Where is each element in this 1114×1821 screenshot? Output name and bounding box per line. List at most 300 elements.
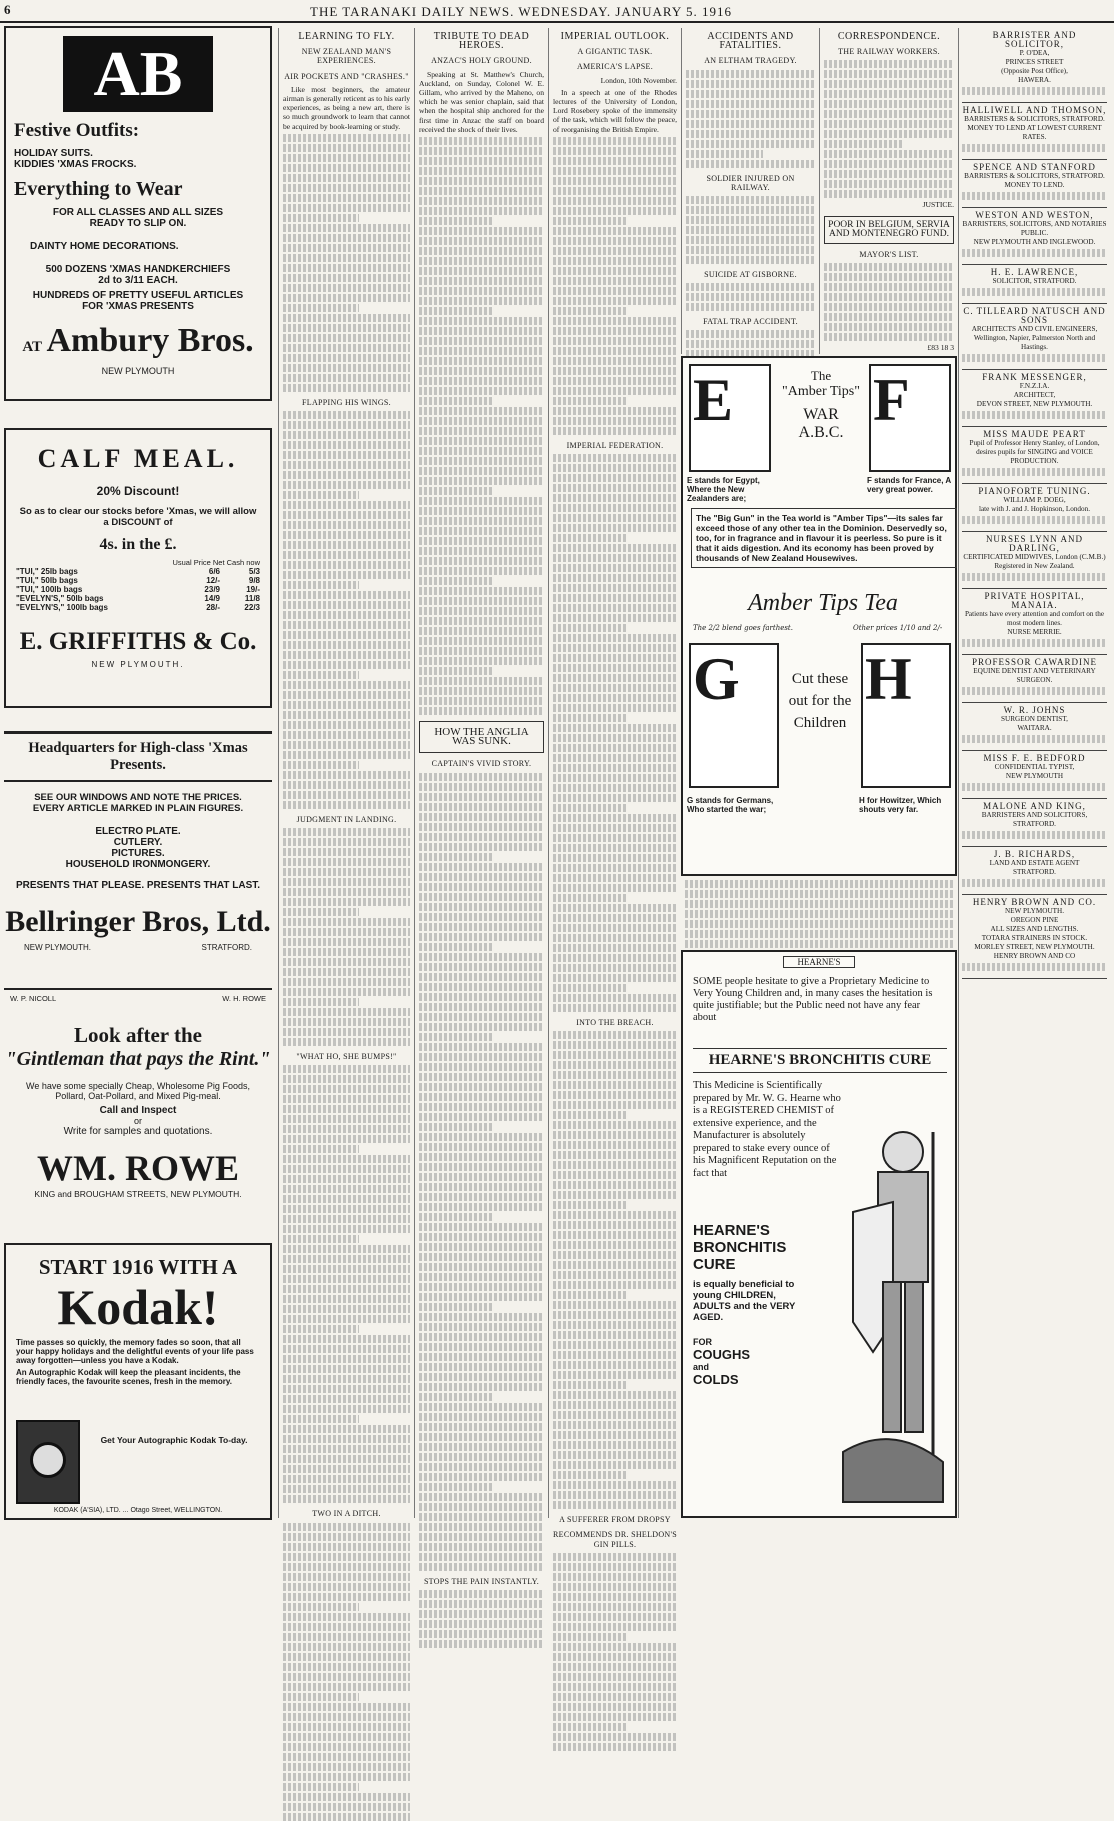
body-text-block: [419, 773, 544, 1571]
text-line: [553, 317, 677, 325]
text-line: [283, 134, 410, 142]
article-subhead: TWO IN A DITCH.: [312, 1509, 381, 1519]
ambury-at: AT: [22, 339, 43, 355]
text-line: [419, 607, 544, 615]
text-line: [553, 1683, 677, 1691]
text-line: [419, 197, 544, 205]
text-line: [283, 1225, 410, 1233]
text-line: [419, 247, 544, 255]
professional-card: [962, 427, 1107, 484]
text-line: [553, 1331, 677, 1339]
text-line: [283, 1038, 410, 1046]
text-line: [553, 834, 677, 842]
letter-f: F: [873, 367, 910, 433]
text-line: [553, 1221, 677, 1229]
text-line: [553, 367, 677, 375]
text-line: [419, 147, 544, 155]
ambury-town: NEW PLYMOUTH: [101, 366, 175, 376]
bellringer-line-6: HOUSEHOLD IRONMONGERY.: [65, 859, 211, 870]
text-line: [283, 1445, 410, 1453]
text-line: [283, 1743, 410, 1751]
text-line: [553, 247, 677, 255]
text-line: [283, 751, 410, 759]
card-line: HENRY BROWN AND CO: [993, 952, 1076, 960]
text-line: [283, 1593, 410, 1601]
text-line: [419, 1610, 544, 1618]
body-text-block: [824, 60, 954, 198]
hearne-colds: COLDS: [693, 1372, 739, 1387]
knight-illustration: [833, 1122, 953, 1512]
card-line: (Opposite Post Office),: [1001, 67, 1068, 75]
article-subhead: INTO THE BREACH.: [576, 1018, 654, 1028]
text-line: [283, 631, 410, 639]
professional-cards-column: [958, 28, 1110, 1518]
text-line: [419, 1033, 494, 1041]
text-line: [419, 517, 544, 525]
text-line: [419, 237, 544, 245]
rowe-body-3: Call and Inspect: [99, 1105, 177, 1116]
text-line: [419, 793, 544, 801]
text-line: [553, 1381, 627, 1389]
text-line: [283, 1583, 410, 1591]
text-line: [553, 974, 677, 982]
text-line: [553, 1341, 677, 1349]
text-line: [553, 1643, 677, 1651]
text-line: [419, 447, 544, 455]
text-line: [283, 878, 410, 886]
text-line: [283, 671, 359, 679]
text-line: [553, 1321, 677, 1329]
text-line: [824, 130, 954, 138]
body-text-block: [283, 1065, 410, 1503]
text-line: [686, 100, 815, 108]
amber-line-3: WAR: [803, 406, 839, 423]
text-line: [553, 594, 677, 602]
card-line: BARRISTERS & SOLICITORS, STRATFORD.: [964, 172, 1105, 180]
professional-card: [962, 703, 1107, 751]
text-line: [553, 1461, 677, 1469]
text-filler: [962, 573, 1107, 581]
text-line: [824, 140, 902, 148]
text-line: [283, 541, 410, 549]
net-price-cell: 9/8: [248, 576, 260, 585]
text-line: [283, 1435, 410, 1443]
text-line: [419, 357, 544, 365]
text-line: [419, 973, 544, 981]
text-line: [553, 1471, 627, 1479]
text-line: [553, 1171, 677, 1179]
text-line: [419, 697, 544, 705]
text-line: [283, 801, 410, 809]
text-line: [283, 591, 410, 599]
letter-h-panel: [861, 643, 951, 788]
text-line: [419, 277, 544, 285]
card-line: P. O'DEA,: [1019, 49, 1050, 57]
card-line: SURGEON DENTIST,: [1001, 715, 1068, 723]
text-line: [824, 190, 954, 198]
text-line: [283, 1235, 359, 1243]
article-subhead: STOPS THE PAIN INSTANTLY.: [423, 1576, 540, 1586]
text-line: [685, 880, 954, 888]
text-line: [824, 160, 954, 168]
rowe-name: WM. ROWE: [37, 1148, 239, 1188]
text-line: [419, 1063, 544, 1071]
text-line: [283, 1485, 410, 1493]
text-line: [419, 427, 544, 435]
professional-card: [962, 265, 1107, 304]
ambury-line-7: 2d to 3/11 EACH.: [98, 275, 178, 286]
text-line: [419, 893, 544, 901]
text-line: [283, 928, 410, 936]
card-name: H. E. LAWRENCE,: [990, 267, 1079, 277]
text-line: [419, 1483, 494, 1491]
bellringer-name: Bellringer Bros, Ltd.: [5, 905, 271, 938]
rowe-heading-1: Look after the: [74, 1023, 202, 1047]
text-line: [283, 561, 410, 569]
masthead-rule: [0, 21, 1114, 23]
text-line: [419, 1553, 544, 1561]
text-line: [824, 110, 954, 118]
text-line: [419, 187, 544, 195]
text-line: [553, 1411, 677, 1419]
text-line: [685, 900, 954, 908]
text-line: [553, 964, 677, 972]
product-cell: "TUI," 100lb bags: [16, 585, 83, 594]
text-line: [283, 481, 410, 489]
text-line: [283, 1455, 410, 1463]
festive-heading: Festive Outfits:: [14, 120, 140, 141]
text-line: [553, 1141, 677, 1149]
text-line: [553, 1431, 677, 1439]
text-line: [419, 1463, 544, 1471]
text-line: [553, 494, 677, 502]
card-line: Patients have every attention and comfort on the most modern lines.: [964, 610, 1105, 627]
text-line: [419, 1193, 544, 1201]
text-line: [419, 397, 494, 405]
text-line: [419, 1640, 544, 1648]
text-line: [824, 120, 954, 128]
text-line: [419, 1473, 544, 1481]
text-line: [553, 644, 677, 652]
text-line: [419, 963, 544, 971]
body-text-block: [553, 137, 677, 435]
text-line: [553, 574, 677, 582]
article-subhead: RECOMMENDS DR. SHELDON'S GIN PILLS.: [553, 1530, 677, 1549]
card-line: OREGON PINE: [1010, 916, 1059, 924]
text-line: [283, 194, 410, 202]
text-line: [419, 367, 544, 375]
text-line: [553, 297, 677, 305]
text-line: [686, 80, 815, 88]
text-line: [283, 898, 410, 906]
text-line: [283, 154, 410, 162]
bellringer-line-5: PICTURES.: [111, 848, 165, 859]
text-line: [283, 828, 410, 836]
text-line: [419, 1363, 544, 1371]
text-line: [283, 721, 410, 729]
article-title: LEARNING TO FLY.: [298, 31, 395, 42]
text-line: [553, 177, 677, 185]
card-name: W. R. JOHNS: [1003, 705, 1066, 715]
text-line: [283, 1603, 359, 1611]
text-line: [419, 297, 544, 305]
cut-out-text: Cut these out for the Children: [788, 671, 852, 731]
text-line: [419, 287, 544, 295]
text-line: [686, 206, 815, 214]
calf-price-row: [16, 567, 260, 576]
text-line: [553, 357, 677, 365]
amber-line-4: A.B.C.: [798, 424, 844, 441]
text-line: [283, 1115, 410, 1123]
article-subhead: A SUFFERER FROM DROPSY: [559, 1515, 671, 1525]
text-line: [283, 1285, 410, 1293]
text-line: [283, 314, 410, 322]
text-filler: [962, 879, 1107, 887]
text-line: [283, 988, 410, 996]
ab-logo: AB: [63, 36, 213, 112]
text-line: [283, 838, 410, 846]
text-line: [283, 1085, 410, 1093]
text-filler: [962, 468, 1107, 476]
text-line: [283, 791, 410, 799]
text-line: [553, 1653, 677, 1661]
professional-card: [962, 103, 1107, 160]
text-line: [283, 858, 410, 866]
text-line: [553, 347, 677, 355]
bellringer-head: Headquarters for High-class 'Xmas Presents.: [4, 740, 272, 782]
text-line: [283, 1693, 359, 1701]
body-text-block: [686, 330, 815, 358]
text-line: [553, 1733, 677, 1741]
text-line: [553, 397, 627, 405]
text-line: [553, 684, 677, 692]
text-line: [685, 940, 954, 948]
text-line: [419, 1283, 544, 1291]
text-line: [553, 1451, 677, 1459]
masthead: [0, 0, 1114, 22]
text-line: [419, 327, 544, 335]
text-line: [283, 471, 410, 479]
text-line: [419, 1083, 544, 1091]
text-line: [553, 1271, 677, 1279]
article-title: TRIBUTE TO DEAD HEROES.: [433, 31, 530, 52]
text-line: [283, 868, 410, 876]
text-line: [283, 1375, 410, 1383]
text-line: [283, 531, 410, 539]
product-cell: "EVELYN'S," 100lb bags: [16, 603, 108, 612]
text-line: [283, 384, 410, 392]
text-line: [553, 1663, 677, 1671]
net-price-cell: 19/-: [246, 585, 260, 594]
professional-card: [962, 589, 1107, 655]
text-line: [553, 1633, 627, 1641]
text-line: [419, 1353, 544, 1361]
article-paragraph: Speaking at St. Matthew's Church, Auckland, on Sunday, Colonel W. E. Gillam, who arrived by the Maheno, on which he was senior chaplain, said that when the hospital ship anchored for the first time in Anzac the staff on board received the shock of their lives.: [419, 69, 544, 134]
text-line: [419, 577, 494, 585]
text-filler: [962, 144, 1107, 152]
text-line: [419, 1533, 544, 1541]
text-line: [553, 1201, 627, 1209]
professional-card: [962, 895, 1107, 979]
text-line: [283, 1345, 410, 1353]
text-line: [419, 873, 544, 881]
body-text-block: [824, 263, 954, 341]
text-line: [686, 236, 815, 244]
text-line: [283, 1653, 410, 1661]
text-line: [283, 214, 359, 222]
card-line: LAND AND ESTATE AGENT: [989, 859, 1080, 867]
text-line: [553, 337, 677, 345]
rowe-body-2: Pollard, Oat-Pollard, and Mixed Pig-meal.: [55, 1091, 221, 1101]
ambury-name: Ambury Bros.: [46, 322, 254, 359]
text-line: [553, 1713, 677, 1721]
text-line: [824, 323, 954, 331]
text-line: [283, 1723, 410, 1731]
text-line: [553, 197, 677, 205]
text-line: [283, 1155, 410, 1163]
card-line: CERTIFICATED MIDWIVES, London (C.M.B.): [963, 553, 1106, 561]
text-line: [419, 347, 544, 355]
text-line: [419, 943, 494, 951]
text-line: [553, 237, 677, 245]
text-line: [553, 704, 677, 712]
text-line: [553, 474, 677, 482]
text-line: [283, 1713, 410, 1721]
text-line: [419, 1590, 544, 1598]
text-line: [553, 694, 677, 702]
text-line: [553, 714, 627, 722]
card-line: PRINCES STREET: [1005, 58, 1064, 66]
article-subhead: SUICIDE AT GISBORNE.: [704, 270, 797, 280]
hearne-b2: BRONCHITIS: [693, 1239, 787, 1256]
text-line: [283, 601, 410, 609]
card-name: MISS F. E. BEDFORD: [983, 753, 1086, 763]
text-line: [283, 1175, 410, 1183]
text-line: [419, 687, 544, 695]
text-line: [419, 1313, 544, 1321]
text-line: [553, 774, 677, 782]
text-line: [553, 1613, 677, 1621]
text-line: [686, 130, 815, 138]
text-line: [553, 1111, 627, 1119]
text-line: [419, 1223, 544, 1231]
rowe-heading-2: "Gintleman that pays the Rint.": [5, 1048, 271, 1070]
text-line: [553, 954, 677, 962]
calf-line-2: a DISCOUNT of: [103, 517, 173, 528]
text-line: [283, 641, 410, 649]
text-line: [283, 998, 359, 1006]
hearne-and: and: [693, 1362, 710, 1372]
text-line: [553, 934, 677, 942]
body-text-block: [553, 454, 677, 1012]
text-line: [553, 1241, 677, 1249]
rowe-ad: [4, 988, 272, 1232]
article-subhead: AMERICA'S LAPSE.: [576, 62, 654, 72]
card-line: BARRISTERS, SOLICITORS, AND NOTARIES PUBLIC.: [962, 220, 1107, 237]
text-filler: [962, 516, 1107, 524]
column-correspondence: [819, 28, 958, 354]
card-line: WAITARA.: [1017, 724, 1052, 732]
card-line: EQUINE DENTIST AND VETERINARY SURGEON.: [973, 667, 1096, 684]
text-line: [283, 571, 410, 579]
text-line: [283, 204, 410, 212]
text-line: [824, 273, 954, 281]
text-line: [553, 1251, 677, 1259]
calf-line-1: So as to clear our stocks before 'Xmas, we will allow: [19, 506, 257, 517]
professional-card: [962, 655, 1107, 703]
text-line: [283, 1355, 410, 1363]
text-line: [824, 293, 954, 301]
text-line: [419, 1163, 544, 1171]
text-line: [553, 624, 627, 632]
text-line: [553, 864, 677, 872]
text-line: [283, 254, 410, 262]
body-text-block: [283, 134, 410, 392]
rowe-body-5: Write for samples and quotations.: [63, 1126, 213, 1137]
text-line: [553, 1351, 677, 1359]
card-name: SPENCE AND STANFORD: [973, 162, 1096, 172]
usual-price-cell: 14/9: [204, 594, 220, 603]
column-learning-to-fly: [278, 28, 414, 1518]
text-line: [553, 534, 627, 542]
card-line: NEW PLYMOUTH.: [1004, 907, 1065, 915]
ambury-line-9: FOR 'XMAS PRESENTS: [82, 301, 194, 312]
card-line: TOTARA STRAINERS IN STOCK.: [981, 934, 1088, 942]
text-line: [419, 853, 494, 861]
text-line: [283, 1475, 410, 1483]
tea-blend: The 2/2 blend goes farthest.: [693, 624, 793, 632]
text-line: [553, 1583, 677, 1591]
text-line: [283, 918, 410, 926]
text-line: [283, 511, 410, 519]
text-line: [686, 160, 815, 168]
rowe-right-name: W. H. ROWE: [222, 994, 266, 1003]
text-line: [553, 674, 677, 682]
text-line: [283, 1643, 410, 1651]
text-line: [419, 1543, 544, 1551]
text-line: [283, 1095, 410, 1103]
text-line: [553, 1231, 677, 1239]
text-line: [283, 354, 410, 362]
text-line: [553, 1061, 677, 1069]
text-line: [553, 824, 677, 832]
text-line: [419, 933, 544, 941]
text-line: [419, 1003, 544, 1011]
text-line: [419, 1323, 544, 1331]
text-line: [553, 524, 677, 532]
text-line: [283, 581, 359, 589]
text-line: [419, 923, 544, 931]
text-line: [419, 1073, 544, 1081]
text-line: [419, 317, 544, 325]
text-line: [553, 504, 677, 512]
text-line: [824, 333, 954, 341]
text-line: [283, 1008, 410, 1016]
text-line: [419, 1183, 544, 1191]
text-line: [283, 781, 410, 789]
card-name: PRIVATE HOSPITAL, MANAIA.: [984, 591, 1085, 610]
text-line: [283, 1733, 410, 1741]
text-line: [283, 244, 410, 252]
text-line: [553, 1311, 677, 1319]
text-line: [553, 1161, 677, 1169]
text-line: [419, 537, 544, 545]
text-line: [686, 70, 815, 78]
text-filler: [962, 354, 1107, 362]
net-price-cell: 22/3: [244, 603, 260, 612]
card-line: HAWERA.: [1018, 76, 1051, 84]
text-filler: [962, 288, 1107, 296]
